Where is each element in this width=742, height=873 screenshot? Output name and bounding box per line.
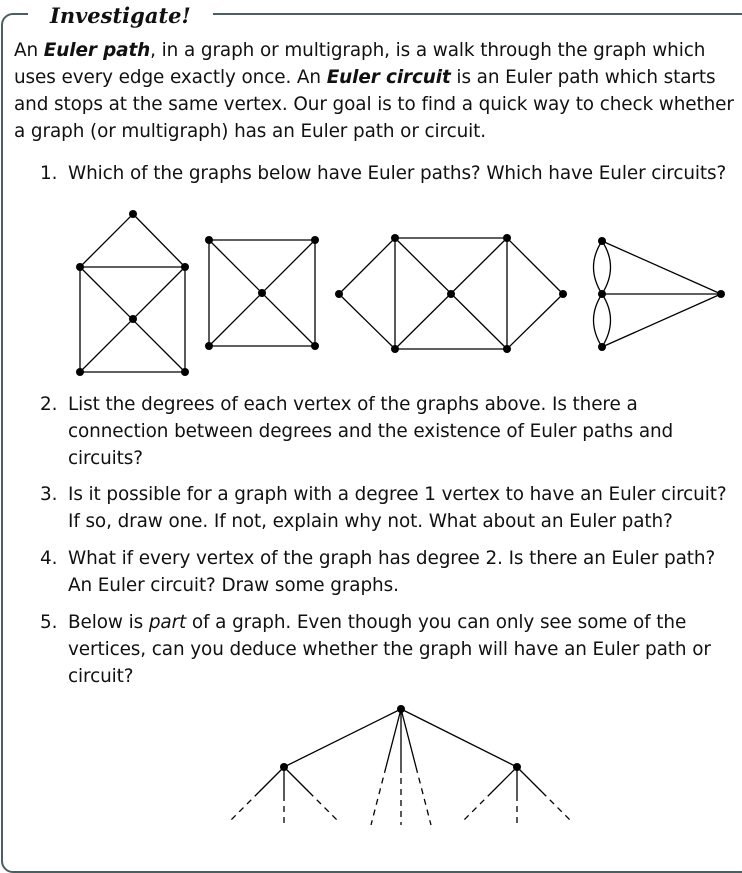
term-euler-path: Euler path [43, 40, 151, 61]
question-text: What if every vertex of the graph has degree 2. Is there an Euler path? An Euler circuit? Draw some graphs. [68, 548, 716, 596]
question-text-part: of a graph. Even though you can only see some of the vertices, can you deduce whether the graph will have an Euler path or circuit? [68, 612, 711, 687]
question-text: Is it possible for a graph with a degree 1 vertex to have an Euler circuit? If so, draw one. If not, explain why not. What about an Euler path? [68, 484, 727, 532]
box-title: Investigate! [28, 2, 213, 30]
question-number: 3. [40, 484, 58, 505]
graph-1-house [76, 210, 189, 376]
graph-4-multigraph [594, 237, 726, 351]
graph-3-hexagon [335, 234, 567, 353]
question-text-part: Below is [68, 612, 149, 633]
question-number: 5. [40, 612, 58, 633]
graph-2-square-x [205, 236, 319, 350]
question-text: Which of the graphs below have Euler paths? Which have Euler circuits? [68, 163, 727, 184]
term-euler-circuit: Euler circuit [326, 67, 451, 88]
question-number: 1. [40, 163, 58, 184]
emphasis-part: part [148, 612, 187, 633]
intro-text: is an Euler path which starts and stops at the same vertex. Our goal is to find a quick way to check whether a graph (or multigraph) has an Euler path or circuit. [14, 67, 734, 142]
intro-text: An [14, 40, 44, 61]
intro-text: , in a graph or multigraph, is a walk through the graph which uses every edge exactly once. An [14, 40, 706, 88]
question-number: 4. [40, 548, 58, 569]
partial-graph [230, 705, 571, 825]
question-number: 2. [40, 394, 58, 415]
question-text: List the degrees of each vertex of the graphs above. Is there a connection between degrees and the existence of Euler paths and circuits? [68, 394, 674, 469]
